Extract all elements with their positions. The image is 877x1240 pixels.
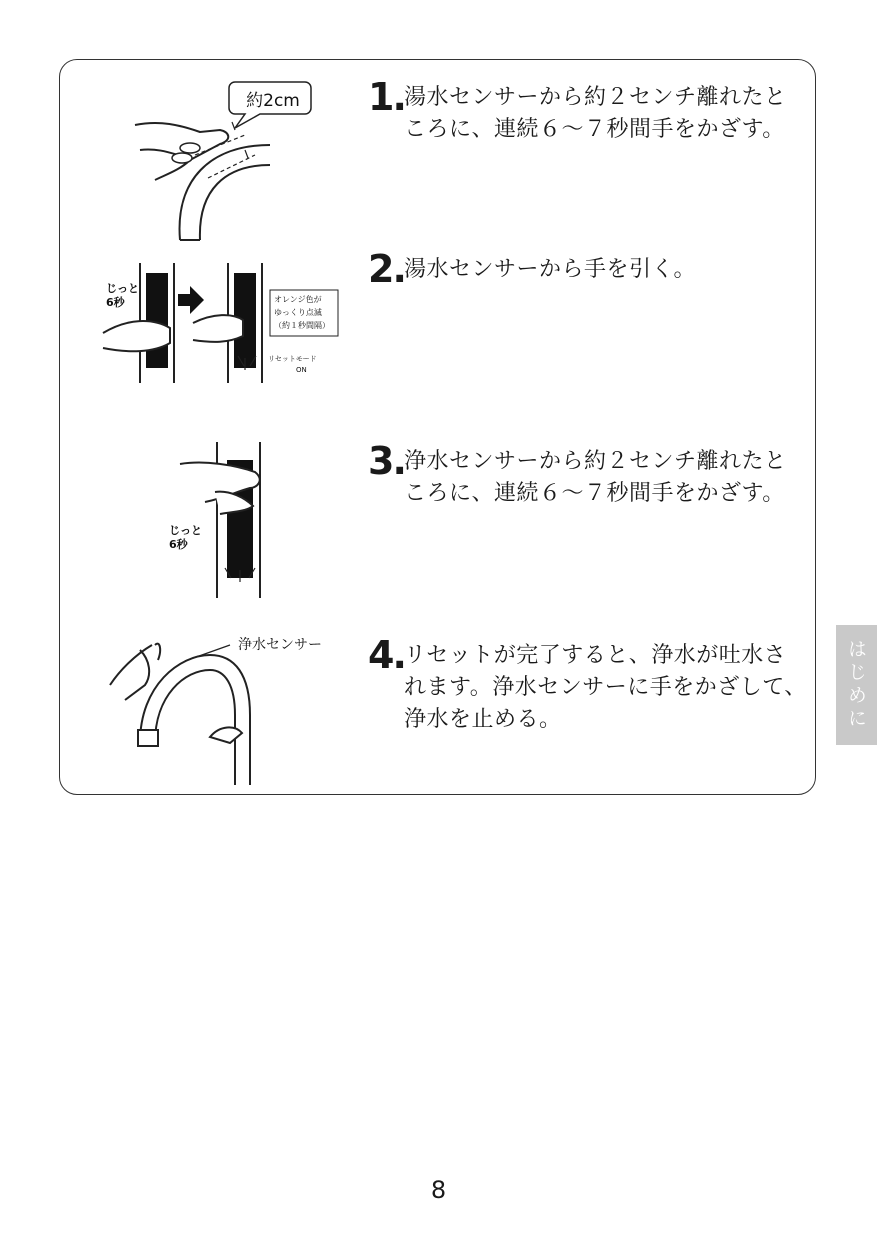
seconds-label: 6秒 bbox=[169, 538, 188, 551]
reset-mode-label: リセットモード bbox=[268, 355, 317, 363]
step-3 bbox=[368, 439, 808, 510]
hold-label: じっと bbox=[169, 524, 202, 537]
arrow-right-icon bbox=[178, 286, 204, 314]
hold-label: じっと bbox=[106, 282, 139, 295]
step-number: 2. bbox=[368, 247, 405, 291]
distance-label: 約2cm bbox=[246, 91, 300, 111]
sensor-release-illustration bbox=[98, 258, 368, 388]
section-tab[interactable]: はじめに bbox=[836, 625, 877, 745]
seconds-label: 6秒 bbox=[106, 296, 125, 309]
step-1 bbox=[368, 75, 808, 146]
step-2 bbox=[368, 247, 808, 291]
purified-sensor-illustration bbox=[165, 440, 275, 600]
step-number: 3. bbox=[368, 439, 405, 483]
step-text: 浄水センサーから約２センチ離れたと ころに、連続６～７秒間手をかざす。 bbox=[404, 449, 787, 506]
step-text: 湯水センサーから約２センチ離れたと ころに、連続６～７秒間手をかざす。 bbox=[404, 85, 787, 142]
reset-mode-on-label: ON bbox=[296, 366, 307, 374]
blink-note-line: オレンジ色が bbox=[274, 295, 322, 304]
step-number: 4. bbox=[368, 633, 405, 677]
step-text: 湯水センサーから手を引く。 bbox=[404, 257, 697, 282]
faucet-hand-illustration bbox=[120, 70, 320, 245]
step-text: リセットが完了すると、浄水が吐水さ れます。浄水センサーに手をかざして、 浄水を止める。 bbox=[404, 643, 807, 732]
faucet-sensor-illustration bbox=[100, 625, 350, 790]
step-4 bbox=[368, 633, 808, 736]
blink-note-line: ゆっくり点滅 bbox=[274, 308, 322, 317]
blink-note-line: （約１秒間隔） bbox=[274, 321, 330, 330]
step-number: 1. bbox=[368, 75, 405, 119]
page-number: 8 bbox=[430, 1176, 447, 1204]
sensor-label: 浄水センサー bbox=[238, 637, 322, 653]
